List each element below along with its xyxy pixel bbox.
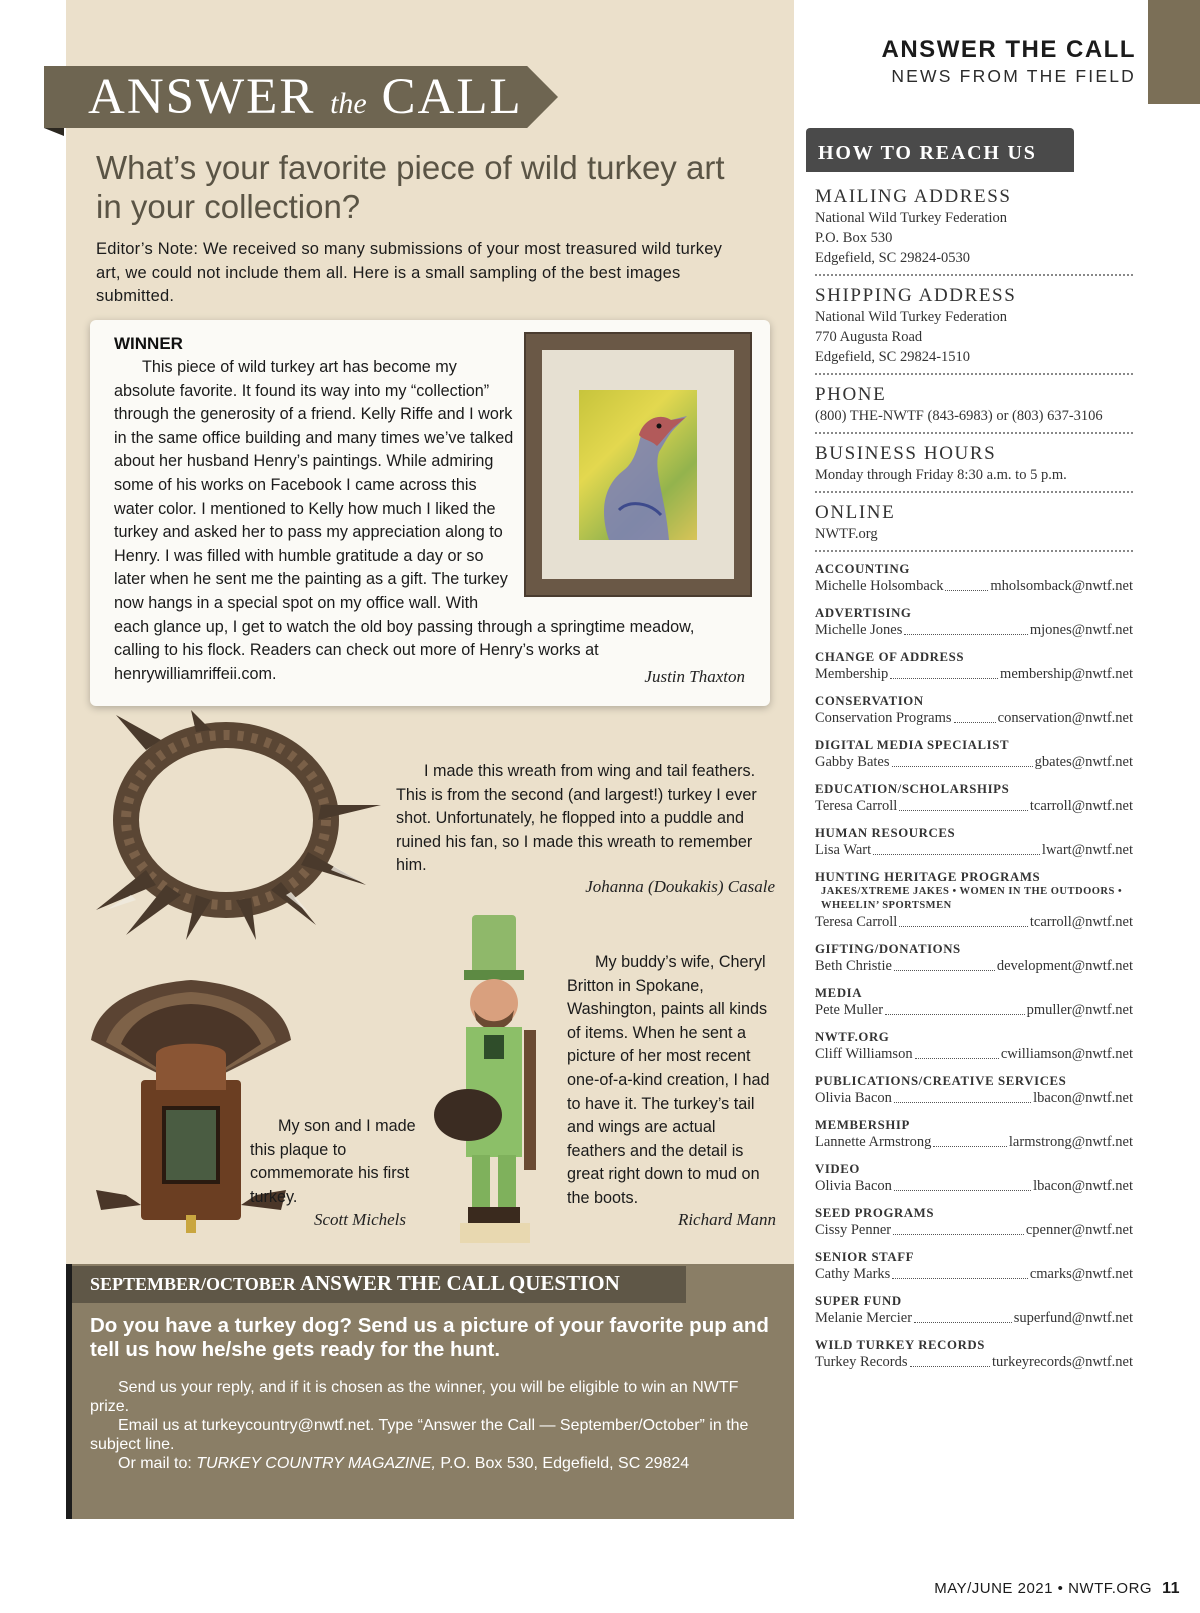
contact-person: Michelle Holsomback [815,578,944,594]
banner-title: ANSWER the CALL [88,69,523,125]
winner-label: WINNER [114,334,183,353]
department-contact [815,621,1133,640]
contact-email-link[interactable]: cmarks@nwtf.net [1029,1266,1133,1282]
department-contact [815,709,1133,728]
phone-heading: PHONE [815,384,887,405]
department-name: MEDIA [815,986,863,1000]
contact-person: Cliff Williamson [815,1046,913,1062]
page-footer: MAY/JUNE 2021 • NWTF.ORG 11 [934,1580,1180,1597]
dot-leader [904,621,1027,635]
department-contact [815,577,1133,596]
wreath-story: I made this wreath from wing and tail feathers. This is from the second (and largest!) turkey I ever shot. Unfortunately, he flopped into a puddle and ruined his fan, so I made this wreath to remember him. [396,762,757,875]
contact-email-link[interactable]: mholsomback@nwtf.net [990,578,1133,594]
winner-signature: Justin Thaxton [644,667,745,686]
contact-person: Gabby Bates [815,754,890,770]
business-hours: Monday through Friday 8:30 a.m. to 5 p.m. [815,467,1067,483]
dot-leader [894,1177,1031,1191]
department-entry [815,1249,1133,1284]
contact-person: Olivia Bacon [815,1178,892,1194]
contact-email-link[interactable]: tcarroll@nwtf.net [1029,798,1133,814]
department-subprograms: JAKES/XTREME JAKES • WOMEN IN THE OUTDOORS • WHEELIN’ SPORTSMEN [821,886,1123,911]
department-entry [815,1161,1133,1196]
contact-email-link[interactable]: mjones@nwtf.net [1029,622,1133,638]
department-name: NWTF.ORG [815,1030,890,1044]
dot-leader [910,1353,990,1367]
page-number: 11 [1162,1580,1180,1597]
contact-person: Conservation Programs [815,710,952,726]
divider [815,432,1133,434]
dot-leader [945,577,988,591]
contact-person: Pete Muller [815,1002,884,1018]
department-name: HUNTING HERITAGE PROGRAMS [815,870,1041,884]
department-entry [815,825,1133,860]
contact-email-link[interactable]: larmstrong@nwtf.net [1008,1134,1133,1150]
turkey-watercolor [579,390,697,540]
contact-email-link[interactable]: pmuller@nwtf.net [1026,1002,1133,1018]
mail-paragraph: Or mail to: TURKEY COUNTRY MAGAZINE, P.O. Box 530, Edgefield, SC 29824 [118,1455,690,1472]
dot-leader [894,957,995,971]
phone-number: (800) THE-NWTF (843-6983) or (803) 637-3106 [815,408,1103,424]
wreath-signature: Johanna (Doukakis) Casale [585,877,775,896]
contact-email-link[interactable]: lbacon@nwtf.net [1033,1090,1133,1106]
column-header-subtitle: NEWS FROM THE FIELD [891,66,1136,86]
banner-fold [44,128,64,136]
dot-leader [899,797,1028,811]
contact-person: Turkey Records [815,1354,908,1370]
department-name: CHANGE OF ADDRESS [815,650,965,664]
column-header-title: ANSWER THE CALL [881,36,1136,63]
contact-person: Lisa Wart [815,842,872,858]
department-name: DIGITAL MEDIA SPECIALIST [815,738,1010,752]
next-question: Do you have a turkey dog? Send us a picture of your favorite pup and tell us how he/she gets ready for the hunt. [90,1314,769,1361]
department-name: WILD TURKEY RECORDS [815,1338,985,1352]
department-entry [815,737,1133,772]
department-name: GIFTING/DONATIONS [815,942,961,956]
department-name: ACCOUNTING [815,562,910,576]
department-contact [815,957,1133,976]
department-entry [815,869,1133,932]
department-entry [815,1029,1133,1064]
department-entry [815,693,1133,728]
department-name: CONSERVATION [815,694,924,708]
contact-email-link[interactable]: conservation@nwtf.net [997,710,1133,726]
department-name: SEED PROGRAMS [815,1206,935,1220]
department-contact [815,1265,1133,1284]
department-name: PUBLICATIONS/CREATIVE SERVICES [815,1074,1067,1088]
department-entry [815,649,1133,684]
department-entry [815,1117,1133,1152]
contact-person: Lannette Armstrong [815,1134,932,1150]
divider [815,274,1133,276]
next-question-instructions [90,1378,760,1473]
contact-email-link[interactable]: lbacon@nwtf.net [1033,1178,1133,1194]
dot-leader [954,709,996,723]
contact-person: Michelle Jones [815,622,903,638]
mailing-address-heading: MAILING ADDRESS [815,186,1012,207]
department-contact [815,913,1133,932]
contact-email-link[interactable]: superfund@nwtf.net [1013,1310,1133,1326]
department-contact [815,1177,1133,1196]
department-entry [815,985,1133,1020]
contact-person: Membership [815,666,889,682]
prize-paragraph: Send us your reply, and if it is chosen as the winner, you will be eligible to win an NWTF prize. [90,1379,739,1415]
reach-us-title: HOW TO REACH US [818,142,1037,164]
feather-wreath-photo [86,710,386,940]
divider [815,550,1133,552]
contact-email-link[interactable]: tcarroll@nwtf.net [1029,914,1133,930]
shipping-address: National Wild Turkey Federation 770 Augusta Road Edgefield, SC 29824-1510 [815,309,1008,365]
email-paragraph: Email us at turkeycountry@nwtf.net. Type “Answer the Call — September/October” in the subject line. [90,1417,749,1453]
department-name: SUPER FUND [815,1294,902,1308]
department-contact [815,1045,1133,1064]
nutcracker-story: My buddy’s wife, Cheryl Britton in Spokane, Washington, paints all kinds of items. When he sent a picture of her most recent one-of-a-kind creation, I had to have it. The turkey’s tail and wings are actual feathers and the detail is great right down to mud on the boots. [567,953,770,1207]
department-name: HUMAN RESOURCES [815,826,956,840]
contact-person: Melanie Mercier [815,1310,913,1326]
dot-leader [914,1309,1012,1323]
dot-leader [894,1089,1031,1103]
shipping-address-heading: SHIPPING ADDRESS [815,285,1017,306]
next-question-title: SEPTEMBER/OCTOBER ANSWER THE CALL QUESTION [90,1271,620,1295]
divider [815,373,1133,375]
department-name: ADVERTISING [815,606,912,620]
department-entry [815,1337,1133,1372]
department-contact [815,797,1133,816]
dot-leader [892,753,1033,767]
divider [815,491,1133,493]
department-contact [815,1221,1133,1240]
contact-person: Teresa Carroll [815,798,898,814]
contact-person: Beth Christie [815,958,892,974]
contact-person: Cissy Penner [815,1222,892,1238]
plaque-story: My son and I made this plaque to commemorate his first turkey. [250,1117,416,1206]
dot-leader [873,841,1040,855]
dot-leader [892,1265,1028,1279]
department-name: MEMBERSHIP [815,1118,910,1132]
website-link[interactable]: NWTF.org [815,526,878,542]
dot-leader [893,1221,1024,1235]
editor-note: Editor’s Note: We received so many submissions of your most treasured wild turkey art, we could not include them all. Here is a small sampling of the best images submitted. [96,240,723,305]
contact-email-link[interactable]: cwilliamson@nwtf.net [1000,1046,1133,1062]
department-contact [815,1133,1133,1152]
department-entry [815,605,1133,640]
department-name: EDUCATION/SCHOLARSHIPS [815,782,1010,796]
department-contact [815,753,1133,772]
department-entry [815,1073,1133,1108]
hours-heading: BUSINESS HOURS [815,443,997,464]
contact-person: Olivia Bacon [815,1090,892,1106]
painting-mat [542,350,734,579]
department-name: VIDEO [815,1162,860,1176]
contact-email-link[interactable]: cpenner@nwtf.net [1025,1222,1133,1238]
contact-person: Teresa Carroll [815,914,898,930]
nutcracker-signature: Richard Mann [677,1210,776,1229]
plaque-signature: Scott Michels [313,1210,406,1229]
article-question: What’s your favorite piece of wild turkey art in your collection? [96,149,725,225]
contact-email-link[interactable]: membership@nwtf.net [1000,666,1133,682]
contact-email-link[interactable]: turkeyrecords@nwtf.net [992,1354,1133,1370]
contact-email-link[interactable]: lwart@nwtf.net [1041,842,1133,858]
department-contact [815,1089,1133,1108]
dot-leader [899,913,1028,927]
page-edge-tab [1148,0,1200,104]
contact-email-link[interactable]: gbates@nwtf.net [1034,754,1133,770]
dot-leader [890,665,998,679]
department-list [815,561,1133,1372]
dot-leader [885,1001,1025,1015]
framed-turkey-painting [524,332,752,597]
department-contact [815,665,1133,684]
department-entry [815,561,1133,596]
department-entry [815,941,1133,976]
mailing-address: National Wild Turkey Federation P.O. Box 530 Edgefield, SC 29824-0530 [815,210,1008,266]
turkey-nutcracker-photo [432,915,557,1245]
online-heading: ONLINE [815,502,896,523]
contact-person: Cathy Marks [815,1266,891,1282]
department-contact [815,1353,1133,1372]
winner-paragraph: This piece of wild turkey art has become my absolute favorite. It found its way into my “collection” through the generosity of a friend. Kelly Riffe and I work in the same office building and many times we’ve talked about her husband Henry’s paintings. While admiring some of his works on Facebook I came across this water color. I mentioned to Kelly how much I liked the turkey and asked her to pass my appreciation along to Henry. I was filled with humble gratitude a day or so later when he sent me the painting as a gift. The turkey now hangs in a special spot on my office wall. With each glance up, I get to watch the old boy passing through a springtime meadow, calling to his flock. Readers can check out more of Henry’s works at henrywilliamriffeii.com. [114,358,695,683]
department-name: SENIOR STAFF [815,1250,915,1264]
department-contact [815,841,1133,860]
department-entry [815,781,1133,816]
dot-leader [915,1045,999,1059]
department-contact [815,1001,1133,1020]
contact-email-link[interactable]: development@nwtf.net [996,958,1133,974]
dot-leader [933,1133,1007,1147]
department-contact [815,1309,1133,1328]
department-entry [815,1205,1133,1240]
winner-story [114,356,744,686]
department-entry [815,1293,1133,1328]
contact-directory [815,186,1133,1372]
